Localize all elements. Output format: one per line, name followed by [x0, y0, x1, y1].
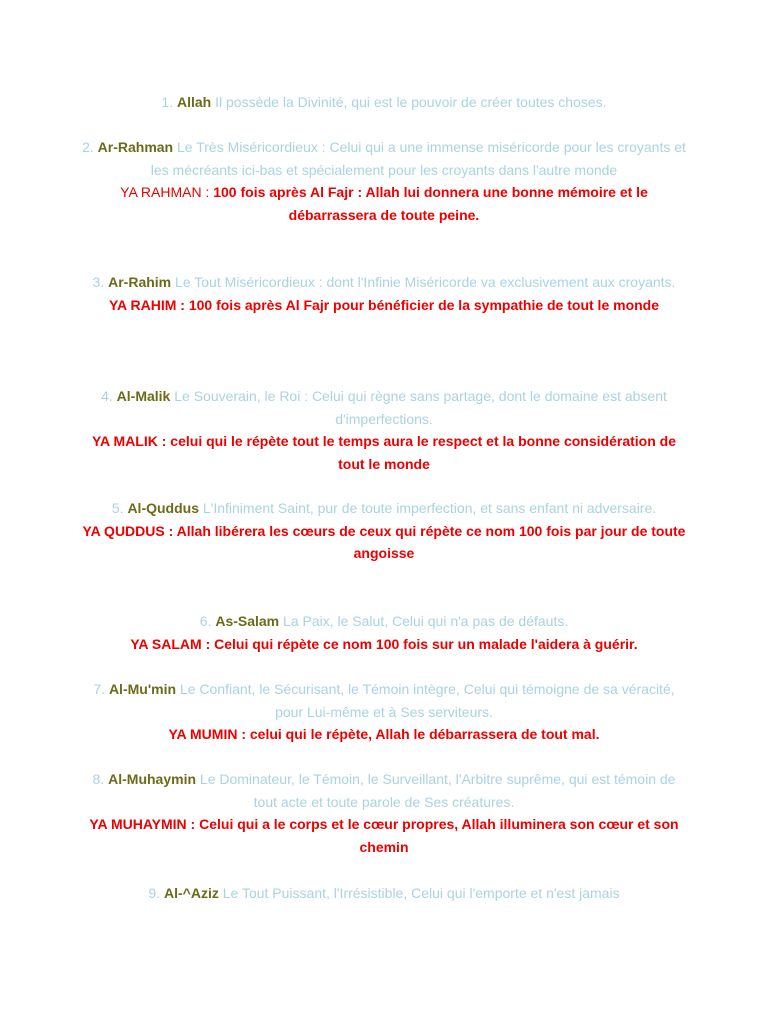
invocation-text: YA SALAM : Celui qui répète ce nom 100 fois sur un malade l'aidera à guérir.	[130, 635, 638, 652]
entry-description: La Paix, le Salut, Celui qui n'a pas de défauts.	[283, 613, 569, 629]
entry-number: 2.	[82, 139, 94, 155]
invocation-name: YA RAHMAN :	[120, 184, 210, 200]
entry-7	[80, 678, 688, 746]
invocation-text: 100 fois après Al Fajr : Allah lui donnera une bonne mémoire et le débarrassera de toute peine.	[213, 184, 648, 223]
entry-number: 3.	[92, 274, 105, 290]
entry-number: 1.	[161, 94, 174, 110]
entry-name: Ar-Rahman	[97, 139, 174, 155]
entry-description: Le Très Miséricordieux : Celui qui a une immense miséricorde pour les croyants et les mécréants ici-bas et spécialement pour les croyants dans l'autre monde	[150, 139, 686, 178]
entry-name: Al-^Aziz	[164, 885, 219, 901]
invocation-text: YA QUDDUS : Allah libérera les cœurs de ceux qui répète ce nom 100 fois par jour de toute angoisse	[82, 522, 686, 561]
entry-description: L'Infiniment Saint, pur de toute imperfection, et sans enfant ni adversaire.	[202, 500, 657, 516]
entry-name: As-Salam	[215, 613, 280, 629]
entry-7-line	[80, 678, 688, 723]
entry-6-line	[80, 610, 688, 633]
entry-description: Il possède la Divinité, qui est le pouvoir de créer toutes choses.	[215, 94, 607, 110]
entry-4-line	[80, 385, 688, 430]
entry-number: 6.	[199, 613, 212, 629]
entry-2-line	[80, 136, 688, 181]
entry-description: Le Tout Puissant, l'Irrésistible, Celui qui l'emporte et n'est jamais	[222, 885, 620, 901]
entry-3	[80, 271, 688, 316]
entry-name: Allah	[177, 94, 212, 110]
invocation-text: YA RAHIM : 100 fois après Al Fajr pour bénéficier de la sympathie de tout le monde	[108, 296, 660, 313]
entry-8	[80, 768, 688, 858]
entry-9	[80, 882, 688, 905]
entry-6	[80, 610, 688, 655]
entry-8-line	[80, 768, 688, 813]
invocation-text: YA MUMIN : celui qui le répète, Allah le débarrassera de tout mal.	[168, 726, 600, 742]
entry-5-line	[80, 497, 688, 520]
invocation-text: YA MALIK : celui qui le répète tout le temps aura le respect et la bonne considération de tout le monde	[92, 433, 676, 472]
entry-2	[80, 136, 688, 226]
entry-3-line	[80, 271, 688, 294]
entry-name: Ar-Rahim	[108, 274, 172, 290]
entry-description: Le Tout Miséricordieux : dont l'Infinie Miséricorde va exclusivement aux croyants.	[175, 274, 676, 290]
entry-number: 4.	[101, 388, 113, 404]
entry-1-line	[80, 91, 688, 114]
entry-number: 7.	[93, 681, 106, 697]
entry-number: 8.	[92, 771, 105, 787]
entry-1	[80, 91, 688, 114]
entry-4	[80, 385, 688, 475]
entry-name: Al-Quddus	[127, 500, 199, 516]
entry-description: Le Confiant, le Sécurisant, le Témoin intègre, Celui qui témoigne de sa véracité, pour Lui-même et à Ses serviteurs.	[179, 681, 675, 720]
invocation-text: YA MUHAYMIN : Celui qui a le corps et le cœur propres, Allah illuminera son cœur et son chemin	[89, 816, 679, 855]
entry-description: Le Souverain, le Roi : Celui qui règne sans partage, dont le domaine est absent d'imperfections.	[174, 388, 667, 427]
entry-name: Al-Mu'min	[108, 681, 177, 697]
entry-number: 5.	[111, 500, 124, 516]
entry-name: Al-Muhaymin	[108, 771, 197, 787]
entry-9-line	[80, 882, 688, 905]
entry-5	[80, 497, 688, 565]
entry-name: Al-Malik	[116, 388, 171, 404]
entry-number: 9.	[148, 885, 161, 901]
entry-2-invocation	[80, 181, 688, 226]
entry-description: Le Dominateur, le Témoin, le Surveillant, l'Arbitre suprême, qui est témoin de tout acte et toute parole de Ses créatures.	[199, 771, 676, 810]
